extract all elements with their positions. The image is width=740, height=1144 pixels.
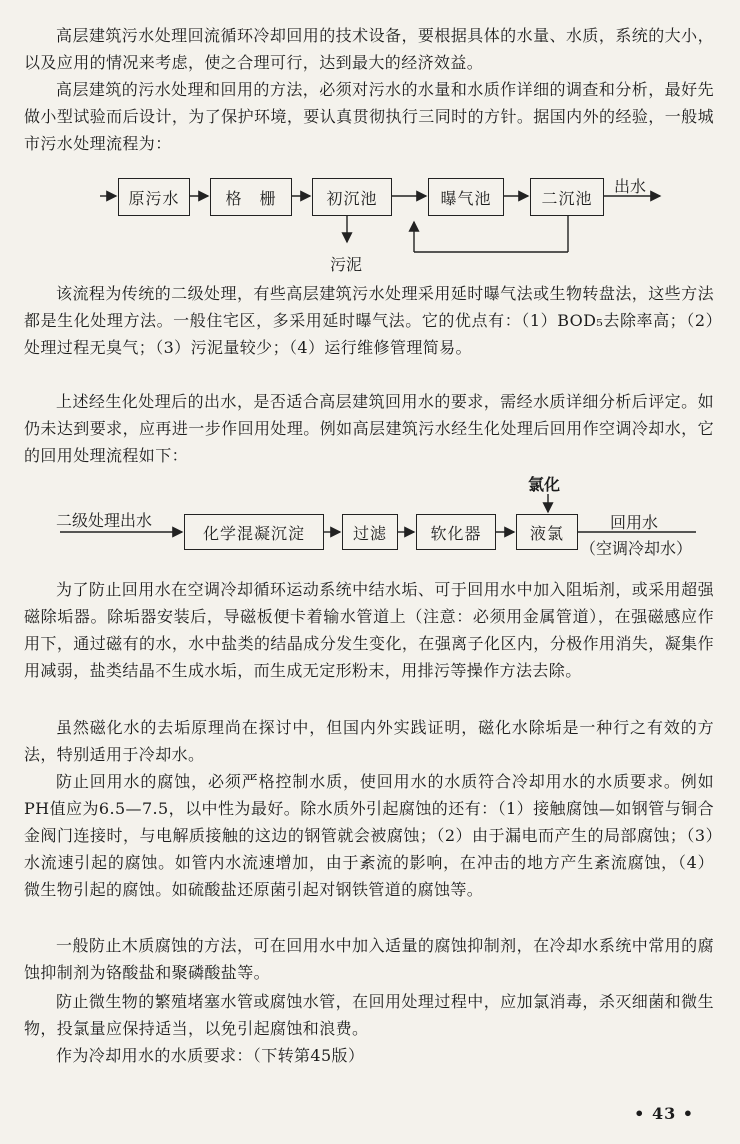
flow-diagram-2	[0, 470, 740, 564]
flow1-sludge-label: 污泥	[330, 255, 363, 274]
paragraph-3: 该流程为传统的二级处理，有些高层建筑污水处理采用延时曝气法或生物转盘法，这些方法都是生化处理方法。一般住宅区，多采用延时曝气法。它的优点有：（1）BOD₅去除率高；（2）处理过程无臭气；（3）污泥量较少；（4）运行维修管理简易。	[24, 284, 714, 357]
page-number: • 43 •	[634, 1104, 694, 1123]
flow2-step-filtration: 过滤	[342, 514, 398, 550]
paragraph-2: 高层建筑的污水处理和回用的方法，必须对污水的水量和水质作详细的调查和分析，最好先做小型试验而后设计，为了保护环境，要认真贯彻执行三同时的方针。据国内外的经验，一般城市污水处理流程为：	[24, 80, 714, 153]
paragraph-9: 防止微生物的繁殖堵塞水管或腐蚀水管，在回用处理过程中，应加氯消毒，杀灭细菌和微生物，投氯量应保持适当，以免引起腐蚀和浪费。	[24, 992, 714, 1038]
paragraph-4: 上述经生化处理后的出水，是否适合高层建筑回用水的要求，需经水质详细分析后评定。如仍未达到要求，应再进一步作回用处理。例如高层建筑污水经生化处理后回用作空调冷却水，它的回用处理流程如下：	[24, 392, 714, 465]
flow1-step-secondary-clarifier: 二沉池	[530, 178, 604, 216]
flow1-step-screen: 格 栅	[210, 178, 292, 216]
flow2-output-note: （空调冷却水）	[580, 539, 693, 558]
flow1-step-raw-sewage: 原污水	[118, 178, 190, 216]
flow2-step-chemical-coagulation: 化学混凝沉淀	[184, 514, 324, 550]
paragraph-8: 一般防止木质腐蚀的方法，可在回用水中加入适量的腐蚀抑制剂，在冷却水系统中常用的腐蚀抑制剂为铬酸盐和聚磷酸盐等。	[24, 936, 714, 982]
paragraph-5: 为了防止回用水在空调冷却循环运动系统中结水垢、可于回用水中加入阻垢剂，或采用超强磁除垢器。除垢器安装后，导磁板便卡着输水管道上（注意：必须用金属管道），在强磁感应作用下，通过磁有的水，水中盐类的结晶成分发生变化，在强离子化区内，分极作用消失，凝集作用减弱，盐类结晶不生成水垢，而生成无定形粉末，用排污等操作方法去除。	[24, 580, 714, 680]
flow-diagram-1	[0, 172, 740, 282]
flow2-chlorination-label: 氯化	[528, 475, 561, 494]
flow2-step-liquid-chlorine: 液氯	[516, 514, 578, 550]
paragraph-10: 作为冷却用水的水质要求：（下转第45版）	[56, 1046, 365, 1065]
flow2-output-label: 回用水	[610, 513, 659, 532]
paragraph-7: 防止回用水的腐蚀，必须严格控制水质，使回用水的水质符合冷却用水的水质要求。例如PH值应为6.5—7.5，以中性为最好。除水质外引起腐蚀的还有：（1）接触腐蚀—如钢管与铜合金阀门连接时，与电解质接触的这边的钢管就会被腐蚀；（2）由于漏电而产生的局部腐蚀；（3）水流速引起的腐蚀。如管内水流速增加，由于紊流的影响，在冲击的地方产生紊流腐蚀，（4）微生物引起的腐蚀。如硫酸盐还原菌引起对钢铁管道的腐蚀等。	[24, 772, 714, 899]
flow1-step-aeration-tank: 曝气池	[428, 178, 504, 216]
flow2-step-softener: 软化器	[416, 514, 496, 550]
paragraph-1: 高层建筑污水处理回流循环冷却回用的技术设备，要根据具体的水量、水质，系统的大小，以及应用的情况来考虑，使之合理可行，达到最大的经济效益。	[24, 26, 714, 72]
flow2-input-label: 二级处理出水	[56, 511, 153, 530]
flow1-step-primary-clarifier: 初沉池	[312, 178, 392, 216]
paragraph-6: 虽然磁化水的去垢原理尚在探讨中，但国内外实践证明，磁化水除垢是一种行之有效的方法，特别适用于冷却水。	[24, 718, 714, 764]
flow1-output-label: 出水	[614, 177, 647, 196]
